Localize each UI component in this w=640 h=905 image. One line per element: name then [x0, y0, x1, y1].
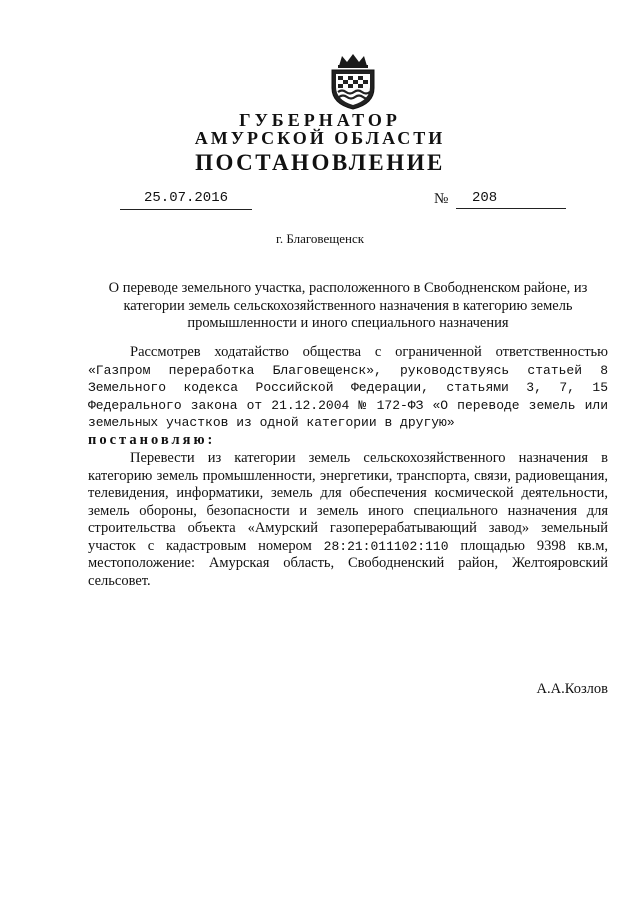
document-type-title: ПОСТАНОВЛЕНИЕ [195, 150, 445, 175]
document-date: 25.07.2016 [120, 190, 252, 210]
decision-paragraph [88, 450, 608, 590]
preamble-paragraph [88, 344, 608, 432]
cadastral-number: 28:21:011102:110 [323, 538, 449, 554]
decision-text-a: Перевести из категории земель сельскохозяйственного назначения в категорию земель промышленности, энергетики, транспорта, связи, радиовещания, телевидения, информатики, земель для обеспечения космической деятельности, земель обороны, безопасности и земель иного специального назначения для строительства объекта «Амурский газоперерабатывающий завод» земельный участок с кадастровым номером [88, 450, 608, 554]
document-number: 208 [456, 190, 566, 209]
preamble-text-b: «Газпром переработка Благовещенск», руководствуясь статьей 8 Земельного кодекса Российской Федерации, статьями 3, 7, 15 Федерального закона от 21.12.2004 № 172-ФЗ «О переводе земель или земельных участков из одной категории в другую» [88, 362, 608, 430]
issuer-line-1: ГУБЕРНАТОР [239, 110, 401, 130]
resolution-title: О переводе земельного участка, расположенного в Свободненском районе, из категории земель сельскохозяйственного назначения в категорию земель промышленности и иного специального назначения [108, 280, 588, 331]
issuer-line-2: АМУРСКОЙ ОБЛАСТИ [194, 128, 446, 148]
number-sign: № [434, 191, 449, 207]
coat-of-arms-icon [327, 52, 379, 110]
decree-word: постановляю: [88, 432, 216, 448]
preamble-text-a: Рассмотрев ходатайство общества с ограниченной ответственностью [130, 344, 608, 360]
signatory-name: А.А.Козлов [536, 681, 608, 697]
city-label: г. Благовещенск [275, 231, 365, 246]
decision-text-b: площадью 9398 кв.м, местоположение: Амурская область, Свободненский район, Желтояровский сельсовет. [88, 537, 608, 589]
